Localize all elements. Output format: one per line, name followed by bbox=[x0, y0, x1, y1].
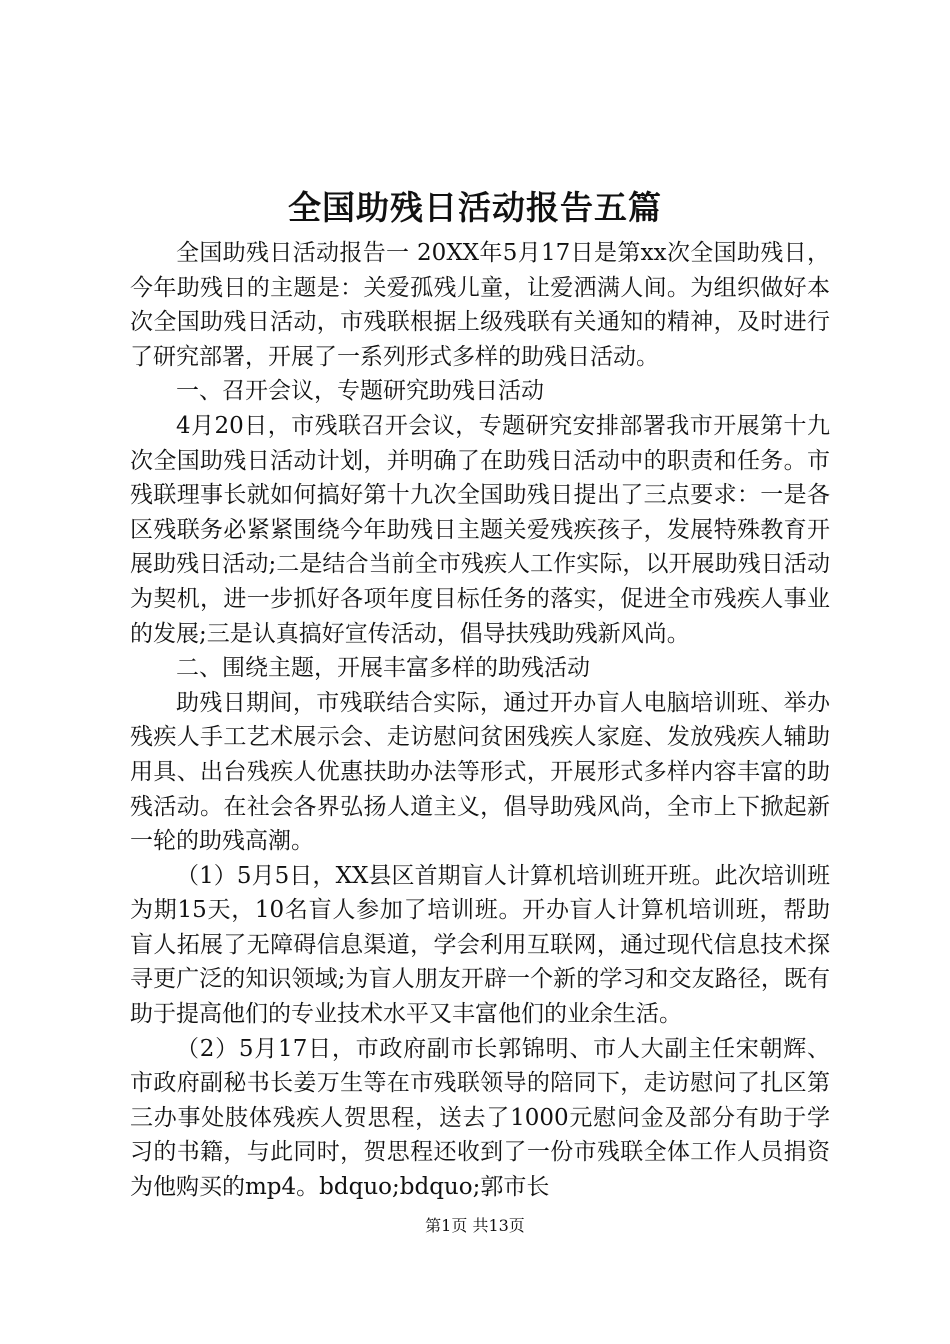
section-heading-1: 一、召开会议，专题研究助残日活动 bbox=[176, 378, 544, 405]
section-heading-2: 二、围绕主题，开展丰富多样的助残活动 bbox=[176, 655, 590, 682]
paragraph-item-1: （1）5月5日，XX县区首期盲人计算机培训班开班。此次培训班为期15天，10名盲人参加了培训班。开办盲人计算机培训班，帮助盲人拓展了无障碍信息渠道，学会利用互联网，通过现代信息技术探寻更广泛的知识领域;为盲人朋友开辟一个新的学习和交友路径，既有助于提高他们的专业技术水平又丰富他们的业余生活。 bbox=[130, 862, 830, 1028]
paragraph-item-2: （2）5月17日，市政府副市长郭锦明、市人大副主任宋朝辉、市政府副秘书长姜万生等在市残联领导的陪同下，走访慰问了扎区第三办事处肢体残疾人贺思程，送去了1000元慰问金及部分有助于学习的书籍，与此同时，贺思程还收到了一份市残联全体工作人员捐资为他购买的mp4。bdquo;bdquo;郭市长 bbox=[130, 1035, 830, 1201]
paragraph-meeting: 4月20日，市残联召开会议，专题研究安排部署我市开展第十九次全国助残日活动计划，并明确了在助残日活动中的职责和任务。市残联理事长就如何搞好第十九次全国助残日提出了三点要求：一是各区残联务必紧紧围绕今年助残日主题关爱残疾孩子，发展特殊教育开展助残日活动;二是结合当前全市残疾人工作实际，以开展助残日活动为契机，进一步抓好各项年度目标任务的落实，促进全市残疾人事业的发展;三是认真搞好宣传活动，倡导扶残助残新风尚。 bbox=[130, 412, 830, 647]
document-body bbox=[130, 236, 830, 1205]
document-title: 全国助残日活动报告五篇 bbox=[288, 188, 662, 227]
paragraph-activities: 助残日期间，市残联结合实际，通过开办盲人电脑培训班、举办残疾人手工艺术展示会、走访慰问贫困残疾人家庭、发放残疾人辅助用具、出台残疾人优惠扶助办法等形式，开展形式多样内容丰富的助残活动。在社会各界弘扬人道主义，倡导助残风尚，全市上下掀起新一轮的助残高潮。 bbox=[130, 689, 830, 855]
paragraph-intro: 全国助残日活动报告一 20XX年5月17日是第xx次全国助残日，今年助残日的主题是：关爱孤残儿童，让爱洒满人间。为组织做好本次全国助残日活动，市残联根据上级残联有关通知的精神，及时进行了研究部署，开展了一系列形式多样的助残日活动。 bbox=[130, 240, 830, 370]
page-footer: 第1页 共13页 bbox=[425, 1216, 525, 1235]
